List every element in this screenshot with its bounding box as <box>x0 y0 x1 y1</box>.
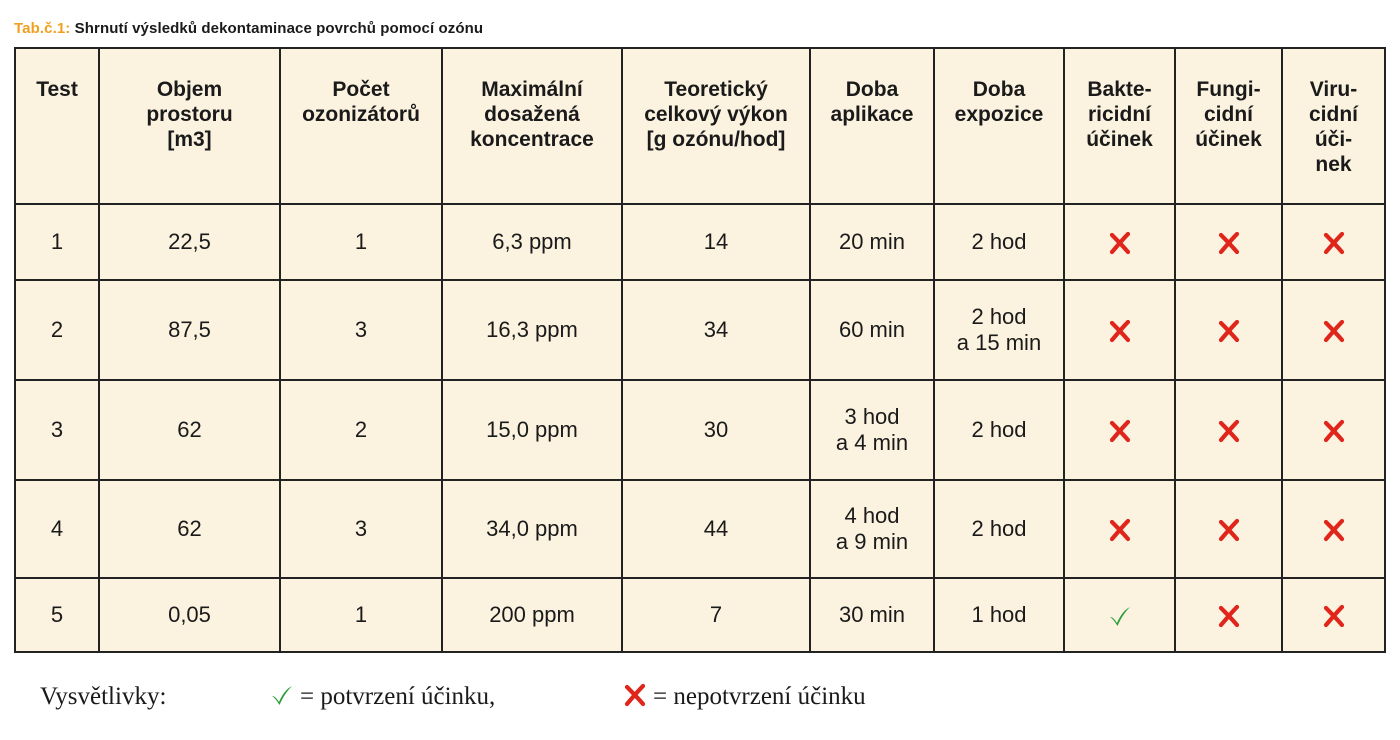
cell-vykon: 30 <box>622 380 810 480</box>
header-koncentrace: Maximální dosažená koncentrace <box>442 48 622 204</box>
legend-not-confirmed <box>623 683 866 711</box>
cell-aplikace: 3 hod a 4 min <box>810 380 934 480</box>
cell-test: 4 <box>15 480 99 578</box>
cell-fungicidni <box>1175 380 1282 480</box>
caption-number: Tab.č.1: <box>14 20 71 37</box>
header-row <box>15 48 1385 204</box>
table-row <box>15 480 1385 578</box>
cell-fungicidni <box>1175 480 1282 578</box>
cell-virucidni <box>1282 204 1385 280</box>
cell-expozice: 2 hod a 15 min <box>934 280 1064 380</box>
cell-objem: 62 <box>99 380 280 480</box>
cell-pocet: 3 <box>280 280 442 380</box>
cell-virucidni <box>1282 578 1385 652</box>
cell-baktericidni <box>1064 280 1175 380</box>
header-vykon: Teoretický celkový výkon [g ozónu/hod] <box>622 48 810 204</box>
cell-baktericidni <box>1064 480 1175 578</box>
cross-icon <box>1108 319 1132 343</box>
check-icon <box>270 683 294 707</box>
check-icon <box>1108 604 1132 628</box>
table-row <box>15 578 1385 652</box>
cell-fungicidni <box>1175 578 1282 652</box>
table-row <box>15 380 1385 480</box>
header-pocet: Počet ozonizátorů <box>280 48 442 204</box>
cell-koncentrace: 16,3 ppm <box>442 280 622 380</box>
cell-objem: 0,05 <box>99 578 280 652</box>
cross-icon <box>1322 231 1346 255</box>
cell-baktericidni <box>1064 380 1175 480</box>
cell-koncentrace: 15,0 ppm <box>442 380 622 480</box>
cell-expozice: 2 hod <box>934 380 1064 480</box>
cell-koncentrace: 34,0 ppm <box>442 480 622 578</box>
cell-pocet: 2 <box>280 380 442 480</box>
legend-label: Vysvětlivky: <box>40 683 167 710</box>
caption-title: Shrnutí výsledků dekontaminace povrchů pomocí ozónu <box>74 20 484 37</box>
cell-test: 3 <box>15 380 99 480</box>
cell-test: 5 <box>15 578 99 652</box>
cross-icon <box>1108 518 1132 542</box>
cell-aplikace: 60 min <box>810 280 934 380</box>
header-objem: Objem prostoru [m3] <box>99 48 280 204</box>
cell-vykon: 44 <box>622 480 810 578</box>
cell-pocet: 3 <box>280 480 442 578</box>
table-row <box>15 204 1385 280</box>
header-test: Test <box>15 48 99 204</box>
cell-virucidni <box>1282 280 1385 380</box>
cell-vykon: 14 <box>622 204 810 280</box>
cell-expozice: 2 hod <box>934 480 1064 578</box>
cell-koncentrace: 6,3 ppm <box>442 204 622 280</box>
cross-icon <box>1322 518 1346 542</box>
cell-aplikace: 4 hod a 9 min <box>810 480 934 578</box>
cell-expozice: 2 hod <box>934 204 1064 280</box>
cell-aplikace: 20 min <box>810 204 934 280</box>
cell-aplikace: 30 min <box>810 578 934 652</box>
cell-baktericidni <box>1064 578 1175 652</box>
cell-vykon: 7 <box>622 578 810 652</box>
cell-pocet: 1 <box>280 204 442 280</box>
cell-test: 1 <box>15 204 99 280</box>
header-virucidni: Viru- cidní úči- nek <box>1282 48 1385 204</box>
cross-icon <box>1217 231 1241 255</box>
cross-icon <box>623 683 647 707</box>
cross-icon <box>1217 319 1241 343</box>
cell-virucidni <box>1282 480 1385 578</box>
cross-icon <box>1108 419 1132 443</box>
results-table <box>14 47 1386 653</box>
header-aplikace: Doba aplikace <box>810 48 934 204</box>
legend <box>40 681 940 717</box>
cell-vykon: 34 <box>622 280 810 380</box>
cell-objem: 62 <box>99 480 280 578</box>
legend-not-confirmed-text: = nepotvrzení účinku <box>653 683 866 710</box>
cell-koncentrace: 200 ppm <box>442 578 622 652</box>
cell-fungicidni <box>1175 280 1282 380</box>
table-caption <box>14 20 483 37</box>
cell-virucidni <box>1282 380 1385 480</box>
cell-baktericidni <box>1064 204 1175 280</box>
legend-confirmed-text: = potvrzení účinku, <box>300 683 496 710</box>
legend-confirmed <box>270 683 495 711</box>
cell-expozice: 1 hod <box>934 578 1064 652</box>
cell-fungicidni <box>1175 204 1282 280</box>
cell-objem: 22,5 <box>99 204 280 280</box>
header-expozice: Doba expozice <box>934 48 1064 204</box>
cross-icon <box>1322 604 1346 628</box>
cross-icon <box>1322 419 1346 443</box>
cross-icon <box>1217 604 1241 628</box>
cell-objem: 87,5 <box>99 280 280 380</box>
cell-test: 2 <box>15 280 99 380</box>
cross-icon <box>1108 231 1132 255</box>
header-fungicidni: Fungi- cidní účinek <box>1175 48 1282 204</box>
table-row <box>15 280 1385 380</box>
cross-icon <box>1217 419 1241 443</box>
cross-icon <box>1322 319 1346 343</box>
cell-pocet: 1 <box>280 578 442 652</box>
cross-icon <box>1217 518 1241 542</box>
header-baktericidni: Bakte- ricidní účinek <box>1064 48 1175 204</box>
